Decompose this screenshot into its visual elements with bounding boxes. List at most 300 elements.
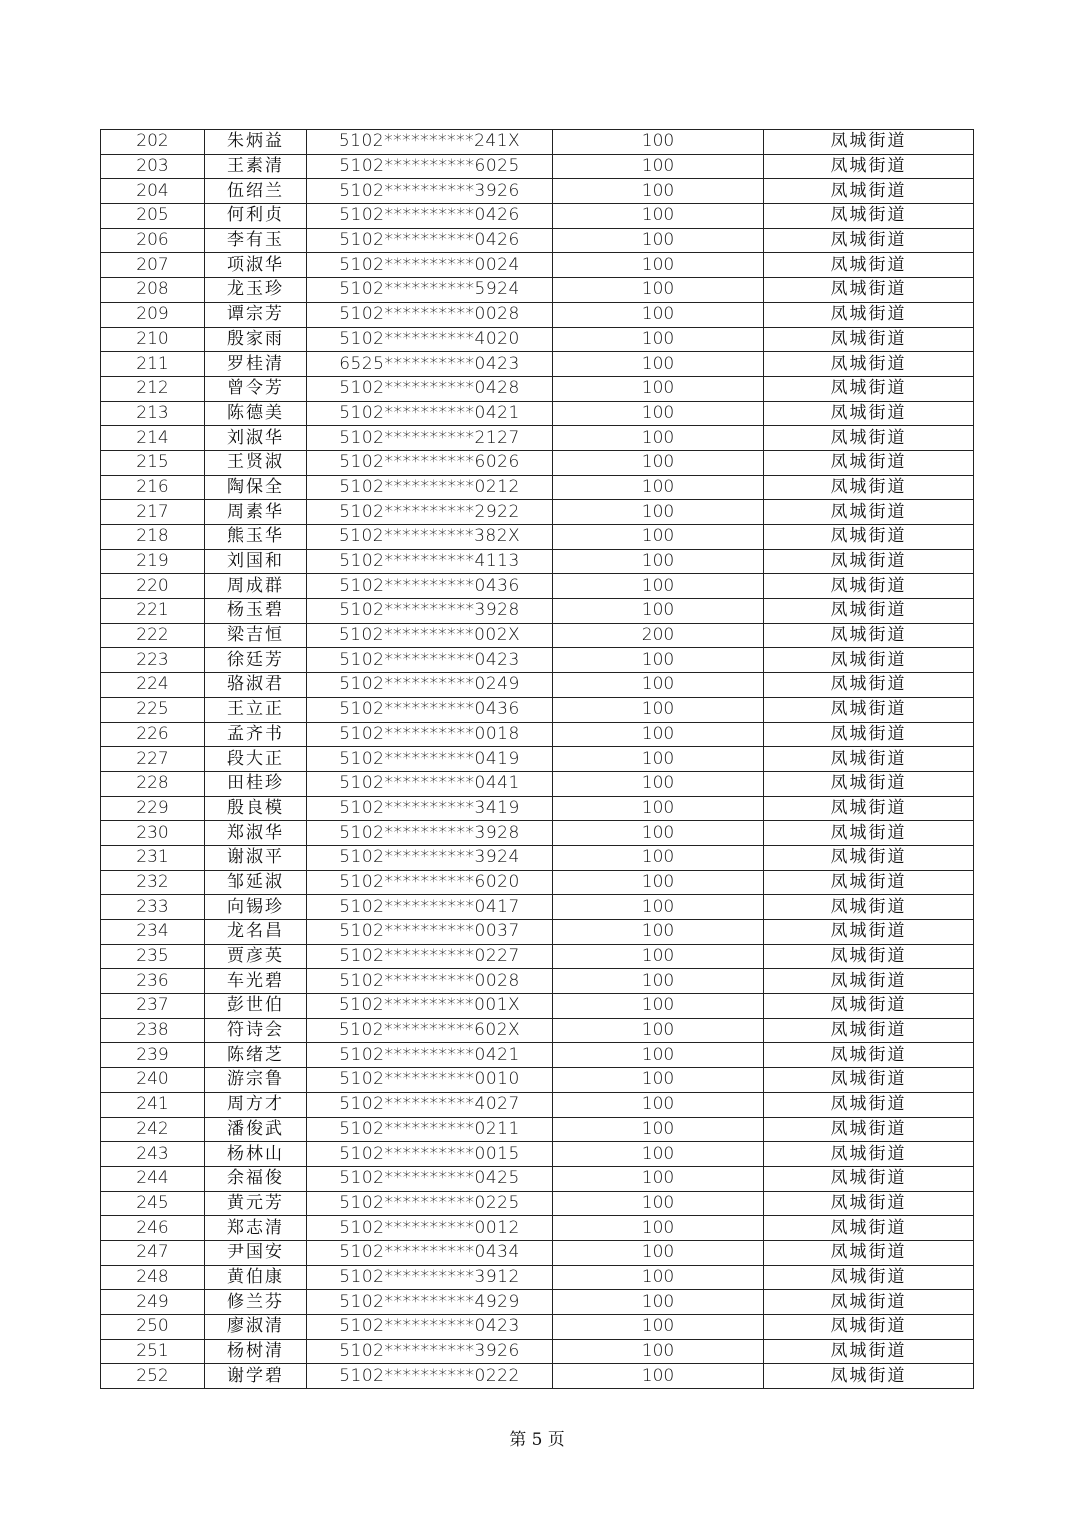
id-number-cell: 5102**********3926 [307, 1339, 553, 1364]
name-cell: 廖淑清 [205, 1315, 307, 1340]
amount-cell: 100 [553, 278, 764, 303]
amount-cell: 100 [553, 1043, 764, 1068]
name-cell: 曾令芳 [205, 376, 307, 401]
row-number-cell: 223 [101, 648, 205, 673]
name-cell: 尹国安 [205, 1240, 307, 1265]
table-row [101, 475, 974, 500]
street-cell: 凤城街道 [764, 327, 974, 352]
street-cell: 凤城街道 [764, 376, 974, 401]
amount-cell: 100 [553, 1117, 764, 1142]
row-number-cell: 240 [101, 1068, 205, 1093]
street-cell: 凤城街道 [764, 1142, 974, 1167]
table-row [101, 944, 974, 969]
name-cell: 梁吉恒 [205, 623, 307, 648]
table-row [101, 722, 974, 747]
amount-cell: 100 [553, 500, 764, 525]
table-row [101, 1043, 974, 1068]
street-cell: 凤城街道 [764, 920, 974, 945]
name-cell: 黄伯康 [205, 1265, 307, 1290]
amount-cell: 100 [553, 1265, 764, 1290]
table-row [101, 1166, 974, 1191]
row-number-cell: 228 [101, 771, 205, 796]
row-number-cell: 226 [101, 722, 205, 747]
table-row [101, 747, 974, 772]
table-row [101, 697, 974, 722]
name-cell: 黄元芳 [205, 1191, 307, 1216]
table-row [101, 1315, 974, 1340]
table-row [101, 1216, 974, 1241]
table-row [101, 525, 974, 550]
table-row [101, 969, 974, 994]
name-cell: 罗桂清 [205, 352, 307, 377]
street-cell: 凤城街道 [764, 648, 974, 673]
amount-cell: 100 [553, 599, 764, 624]
id-number-cell: 5102**********2127 [307, 426, 553, 451]
table-row [101, 426, 974, 451]
row-number-cell: 231 [101, 845, 205, 870]
amount-cell: 100 [553, 1018, 764, 1043]
street-cell: 凤城街道 [764, 1068, 974, 1093]
name-cell: 谭宗芳 [205, 302, 307, 327]
name-cell: 余福俊 [205, 1166, 307, 1191]
amount-cell: 100 [553, 549, 764, 574]
table-row [101, 1018, 974, 1043]
id-number-cell: 5102**********4027 [307, 1092, 553, 1117]
row-number-cell: 203 [101, 154, 205, 179]
amount-cell: 100 [553, 944, 764, 969]
row-number-cell: 232 [101, 870, 205, 895]
id-number-cell: 5102**********0028 [307, 969, 553, 994]
id-number-cell: 5102**********4929 [307, 1290, 553, 1315]
amount-cell: 100 [553, 179, 764, 204]
street-cell: 凤城街道 [764, 302, 974, 327]
street-cell: 凤城街道 [764, 722, 974, 747]
row-number-cell: 229 [101, 796, 205, 821]
name-cell: 车光碧 [205, 969, 307, 994]
name-cell: 贾彦英 [205, 944, 307, 969]
id-number-cell: 5102**********602X [307, 1018, 553, 1043]
row-number-cell: 252 [101, 1364, 205, 1389]
row-number-cell: 248 [101, 1265, 205, 1290]
table-row [101, 1117, 974, 1142]
street-cell: 凤城街道 [764, 426, 974, 451]
street-cell: 凤城街道 [764, 771, 974, 796]
row-number-cell: 241 [101, 1092, 205, 1117]
name-cell: 周素华 [205, 500, 307, 525]
amount-cell: 100 [553, 1290, 764, 1315]
table-row [101, 327, 974, 352]
id-number-cell: 5102**********0211 [307, 1117, 553, 1142]
row-number-cell: 225 [101, 697, 205, 722]
table-row [101, 845, 974, 870]
street-cell: 凤城街道 [764, 821, 974, 846]
name-cell: 修兰芬 [205, 1290, 307, 1315]
amount-cell: 100 [553, 450, 764, 475]
street-cell: 凤城街道 [764, 1339, 974, 1364]
table-row [101, 154, 974, 179]
table-row [101, 130, 974, 155]
id-number-cell: 5102**********0425 [307, 1166, 553, 1191]
row-number-cell: 213 [101, 401, 205, 426]
name-cell: 王立正 [205, 697, 307, 722]
row-number-cell: 204 [101, 179, 205, 204]
table-row [101, 1240, 974, 1265]
amount-cell: 100 [553, 1339, 764, 1364]
name-cell: 骆淑君 [205, 673, 307, 698]
name-cell: 徐廷芳 [205, 648, 307, 673]
name-cell: 周成群 [205, 574, 307, 599]
amount-cell: 100 [553, 253, 764, 278]
amount-cell: 100 [553, 895, 764, 920]
name-cell: 谢淑平 [205, 845, 307, 870]
name-cell: 陶保全 [205, 475, 307, 500]
amount-cell: 100 [553, 154, 764, 179]
name-cell: 段大正 [205, 747, 307, 772]
id-number-cell: 5102**********2922 [307, 500, 553, 525]
amount-cell: 100 [553, 1191, 764, 1216]
street-cell: 凤城街道 [764, 1043, 974, 1068]
street-cell: 凤城街道 [764, 895, 974, 920]
id-number-cell: 6525**********0423 [307, 352, 553, 377]
name-cell: 向锡珍 [205, 895, 307, 920]
amount-cell: 100 [553, 1364, 764, 1389]
table-row [101, 1339, 974, 1364]
id-number-cell: 5102**********002X [307, 623, 553, 648]
name-cell: 朱炳益 [205, 130, 307, 155]
street-cell: 凤城街道 [764, 1290, 974, 1315]
table-row [101, 673, 974, 698]
id-number-cell: 5102**********001X [307, 994, 553, 1019]
street-cell: 凤城街道 [764, 1315, 974, 1340]
name-cell: 伍绍兰 [205, 179, 307, 204]
row-number-cell: 208 [101, 278, 205, 303]
name-cell: 杨树清 [205, 1339, 307, 1364]
row-number-cell: 235 [101, 944, 205, 969]
street-cell: 凤城街道 [764, 1240, 974, 1265]
id-number-cell: 5102**********3928 [307, 821, 553, 846]
amount-cell: 100 [553, 130, 764, 155]
amount-cell: 100 [553, 969, 764, 994]
name-cell: 谢学碧 [205, 1364, 307, 1389]
row-number-cell: 227 [101, 747, 205, 772]
table-row [101, 1142, 974, 1167]
street-cell: 凤城街道 [764, 253, 974, 278]
row-number-cell: 221 [101, 599, 205, 624]
table-row [101, 1364, 974, 1389]
id-number-cell: 5102**********0417 [307, 895, 553, 920]
table-row [101, 549, 974, 574]
id-number-cell: 5102**********0426 [307, 228, 553, 253]
table-row [101, 648, 974, 673]
name-cell: 杨林山 [205, 1142, 307, 1167]
amount-cell: 100 [553, 673, 764, 698]
id-number-cell: 5102**********0018 [307, 722, 553, 747]
id-number-cell: 5102**********0222 [307, 1364, 553, 1389]
amount-cell: 100 [553, 204, 764, 229]
row-number-cell: 249 [101, 1290, 205, 1315]
amount-cell: 200 [553, 623, 764, 648]
row-number-cell: 207 [101, 253, 205, 278]
street-cell: 凤城街道 [764, 599, 974, 624]
name-cell: 郑志清 [205, 1216, 307, 1241]
table-row [101, 574, 974, 599]
row-number-cell: 215 [101, 450, 205, 475]
row-number-cell: 246 [101, 1216, 205, 1241]
id-number-cell: 5102**********6025 [307, 154, 553, 179]
row-number-cell: 242 [101, 1117, 205, 1142]
id-number-cell: 5102**********0423 [307, 1315, 553, 1340]
table-row [101, 500, 974, 525]
row-number-cell: 218 [101, 525, 205, 550]
amount-cell: 100 [553, 228, 764, 253]
table-row [101, 253, 974, 278]
name-cell: 殷家雨 [205, 327, 307, 352]
row-number-cell: 222 [101, 623, 205, 648]
row-number-cell: 234 [101, 920, 205, 945]
amount-cell: 100 [553, 796, 764, 821]
amount-cell: 100 [553, 845, 764, 870]
name-cell: 陈德美 [205, 401, 307, 426]
table-row [101, 1290, 974, 1315]
street-cell: 凤城街道 [764, 549, 974, 574]
street-cell: 凤城街道 [764, 475, 974, 500]
street-cell: 凤城街道 [764, 574, 974, 599]
row-number-cell: 244 [101, 1166, 205, 1191]
table-row [101, 994, 974, 1019]
table-row [101, 228, 974, 253]
street-cell: 凤城街道 [764, 623, 974, 648]
row-number-cell: 214 [101, 426, 205, 451]
table-row [101, 870, 974, 895]
street-cell: 凤城街道 [764, 500, 974, 525]
row-number-cell: 220 [101, 574, 205, 599]
amount-cell: 100 [553, 771, 764, 796]
amount-cell: 100 [553, 401, 764, 426]
amount-cell: 100 [553, 302, 764, 327]
id-number-cell: 5102**********0249 [307, 673, 553, 698]
id-number-cell: 5102**********0012 [307, 1216, 553, 1241]
street-cell: 凤城街道 [764, 401, 974, 426]
amount-cell: 100 [553, 648, 764, 673]
id-number-cell: 5102**********0028 [307, 302, 553, 327]
street-cell: 凤城街道 [764, 450, 974, 475]
name-cell: 田桂珍 [205, 771, 307, 796]
row-number-cell: 205 [101, 204, 205, 229]
table-row [101, 302, 974, 327]
table-row [101, 821, 974, 846]
name-cell: 王贤淑 [205, 450, 307, 475]
table-row [101, 771, 974, 796]
row-number-cell: 236 [101, 969, 205, 994]
street-cell: 凤城街道 [764, 796, 974, 821]
amount-cell: 100 [553, 327, 764, 352]
row-number-cell: 247 [101, 1240, 205, 1265]
id-number-cell: 5102**********0428 [307, 376, 553, 401]
name-cell: 符诗会 [205, 1018, 307, 1043]
name-cell: 邹延淑 [205, 870, 307, 895]
name-cell: 王素清 [205, 154, 307, 179]
table-row [101, 278, 974, 303]
table-row [101, 1092, 974, 1117]
name-cell: 熊玉华 [205, 525, 307, 550]
street-cell: 凤城街道 [764, 204, 974, 229]
name-cell: 龙名昌 [205, 920, 307, 945]
street-cell: 凤城街道 [764, 1191, 974, 1216]
table-row [101, 352, 974, 377]
row-number-cell: 206 [101, 228, 205, 253]
id-number-cell: 5102**********0010 [307, 1068, 553, 1093]
amount-cell: 100 [553, 376, 764, 401]
row-number-cell: 219 [101, 549, 205, 574]
id-number-cell: 5102**********0227 [307, 944, 553, 969]
street-cell: 凤城街道 [764, 1166, 974, 1191]
id-number-cell: 5102**********3912 [307, 1265, 553, 1290]
amount-cell: 100 [553, 426, 764, 451]
amount-cell: 100 [553, 1142, 764, 1167]
id-number-cell: 5102**********0037 [307, 920, 553, 945]
id-number-cell: 5102**********6020 [307, 870, 553, 895]
street-cell: 凤城街道 [764, 969, 974, 994]
table-row [101, 920, 974, 945]
table-row [101, 623, 974, 648]
row-number-cell: 245 [101, 1191, 205, 1216]
id-number-cell: 5102**********3419 [307, 796, 553, 821]
name-cell: 杨玉碧 [205, 599, 307, 624]
row-number-cell: 212 [101, 376, 205, 401]
id-number-cell: 5102**********0426 [307, 204, 553, 229]
amount-cell: 100 [553, 870, 764, 895]
name-cell: 潘俊武 [205, 1117, 307, 1142]
street-cell: 凤城街道 [764, 154, 974, 179]
row-number-cell: 211 [101, 352, 205, 377]
row-number-cell: 224 [101, 673, 205, 698]
table-row [101, 1265, 974, 1290]
street-cell: 凤城街道 [764, 870, 974, 895]
name-cell: 龙玉珍 [205, 278, 307, 303]
id-number-cell: 5102**********6026 [307, 450, 553, 475]
id-number-cell: 5102**********0212 [307, 475, 553, 500]
row-number-cell: 233 [101, 895, 205, 920]
street-cell: 凤城街道 [764, 228, 974, 253]
name-cell: 项淑华 [205, 253, 307, 278]
amount-cell: 100 [553, 1216, 764, 1241]
table-row [101, 401, 974, 426]
street-cell: 凤城街道 [764, 1018, 974, 1043]
roster-table-body [101, 130, 974, 1389]
table-row [101, 179, 974, 204]
id-number-cell: 5102**********4020 [307, 327, 553, 352]
row-number-cell: 238 [101, 1018, 205, 1043]
id-number-cell: 5102**********382X [307, 525, 553, 550]
name-cell: 游宗鲁 [205, 1068, 307, 1093]
street-cell: 凤城街道 [764, 944, 974, 969]
street-cell: 凤城街道 [764, 130, 974, 155]
row-number-cell: 237 [101, 994, 205, 1019]
row-number-cell: 230 [101, 821, 205, 846]
id-number-cell: 5102**********0436 [307, 697, 553, 722]
table-row [101, 599, 974, 624]
id-number-cell: 5102**********4113 [307, 549, 553, 574]
amount-cell: 100 [553, 1092, 764, 1117]
name-cell: 何利贞 [205, 204, 307, 229]
id-number-cell: 5102**********0436 [307, 574, 553, 599]
name-cell: 刘淑华 [205, 426, 307, 451]
row-number-cell: 202 [101, 130, 205, 155]
amount-cell: 100 [553, 574, 764, 599]
roster-table [100, 129, 974, 1389]
amount-cell: 100 [553, 697, 764, 722]
row-number-cell: 243 [101, 1142, 205, 1167]
id-number-cell: 5102**********3926 [307, 179, 553, 204]
amount-cell: 100 [553, 920, 764, 945]
amount-cell: 100 [553, 525, 764, 550]
street-cell: 凤城街道 [764, 1092, 974, 1117]
amount-cell: 100 [553, 1166, 764, 1191]
row-number-cell: 239 [101, 1043, 205, 1068]
name-cell: 孟齐书 [205, 722, 307, 747]
amount-cell: 100 [553, 722, 764, 747]
street-cell: 凤城街道 [764, 1364, 974, 1389]
street-cell: 凤城街道 [764, 278, 974, 303]
street-cell: 凤城街道 [764, 845, 974, 870]
table-row [101, 376, 974, 401]
id-number-cell: 5102**********0421 [307, 1043, 553, 1068]
amount-cell: 100 [553, 352, 764, 377]
street-cell: 凤城街道 [764, 1265, 974, 1290]
id-number-cell: 5102**********0024 [307, 253, 553, 278]
name-cell: 郑淑华 [205, 821, 307, 846]
row-number-cell: 217 [101, 500, 205, 525]
amount-cell: 100 [553, 475, 764, 500]
name-cell: 周方才 [205, 1092, 307, 1117]
row-number-cell: 251 [101, 1339, 205, 1364]
id-number-cell: 5102**********0225 [307, 1191, 553, 1216]
name-cell: 殷良模 [205, 796, 307, 821]
street-cell: 凤城街道 [764, 352, 974, 377]
street-cell: 凤城街道 [764, 525, 974, 550]
id-number-cell: 5102**********0441 [307, 771, 553, 796]
amount-cell: 100 [553, 1315, 764, 1340]
amount-cell: 100 [553, 1240, 764, 1265]
street-cell: 凤城街道 [764, 697, 974, 722]
row-number-cell: 250 [101, 1315, 205, 1340]
street-cell: 凤城街道 [764, 179, 974, 204]
table-row [101, 450, 974, 475]
row-number-cell: 216 [101, 475, 205, 500]
id-number-cell: 5102**********0419 [307, 747, 553, 772]
id-number-cell: 5102**********0421 [307, 401, 553, 426]
table-row [101, 1068, 974, 1093]
table-row [101, 895, 974, 920]
amount-cell: 100 [553, 994, 764, 1019]
amount-cell: 100 [553, 747, 764, 772]
amount-cell: 100 [553, 1068, 764, 1093]
street-cell: 凤城街道 [764, 673, 974, 698]
table-row [101, 1191, 974, 1216]
table-row [101, 204, 974, 229]
table-row [101, 796, 974, 821]
id-number-cell: 5102**********241X [307, 130, 553, 155]
name-cell: 刘国和 [205, 549, 307, 574]
amount-cell: 100 [553, 821, 764, 846]
row-number-cell: 210 [101, 327, 205, 352]
page-number: 第 5 页 [509, 1430, 565, 1450]
id-number-cell: 5102**********0423 [307, 648, 553, 673]
street-cell: 凤城街道 [764, 994, 974, 1019]
street-cell: 凤城街道 [764, 1117, 974, 1142]
id-number-cell: 5102**********0434 [307, 1240, 553, 1265]
name-cell: 彭世伯 [205, 994, 307, 1019]
